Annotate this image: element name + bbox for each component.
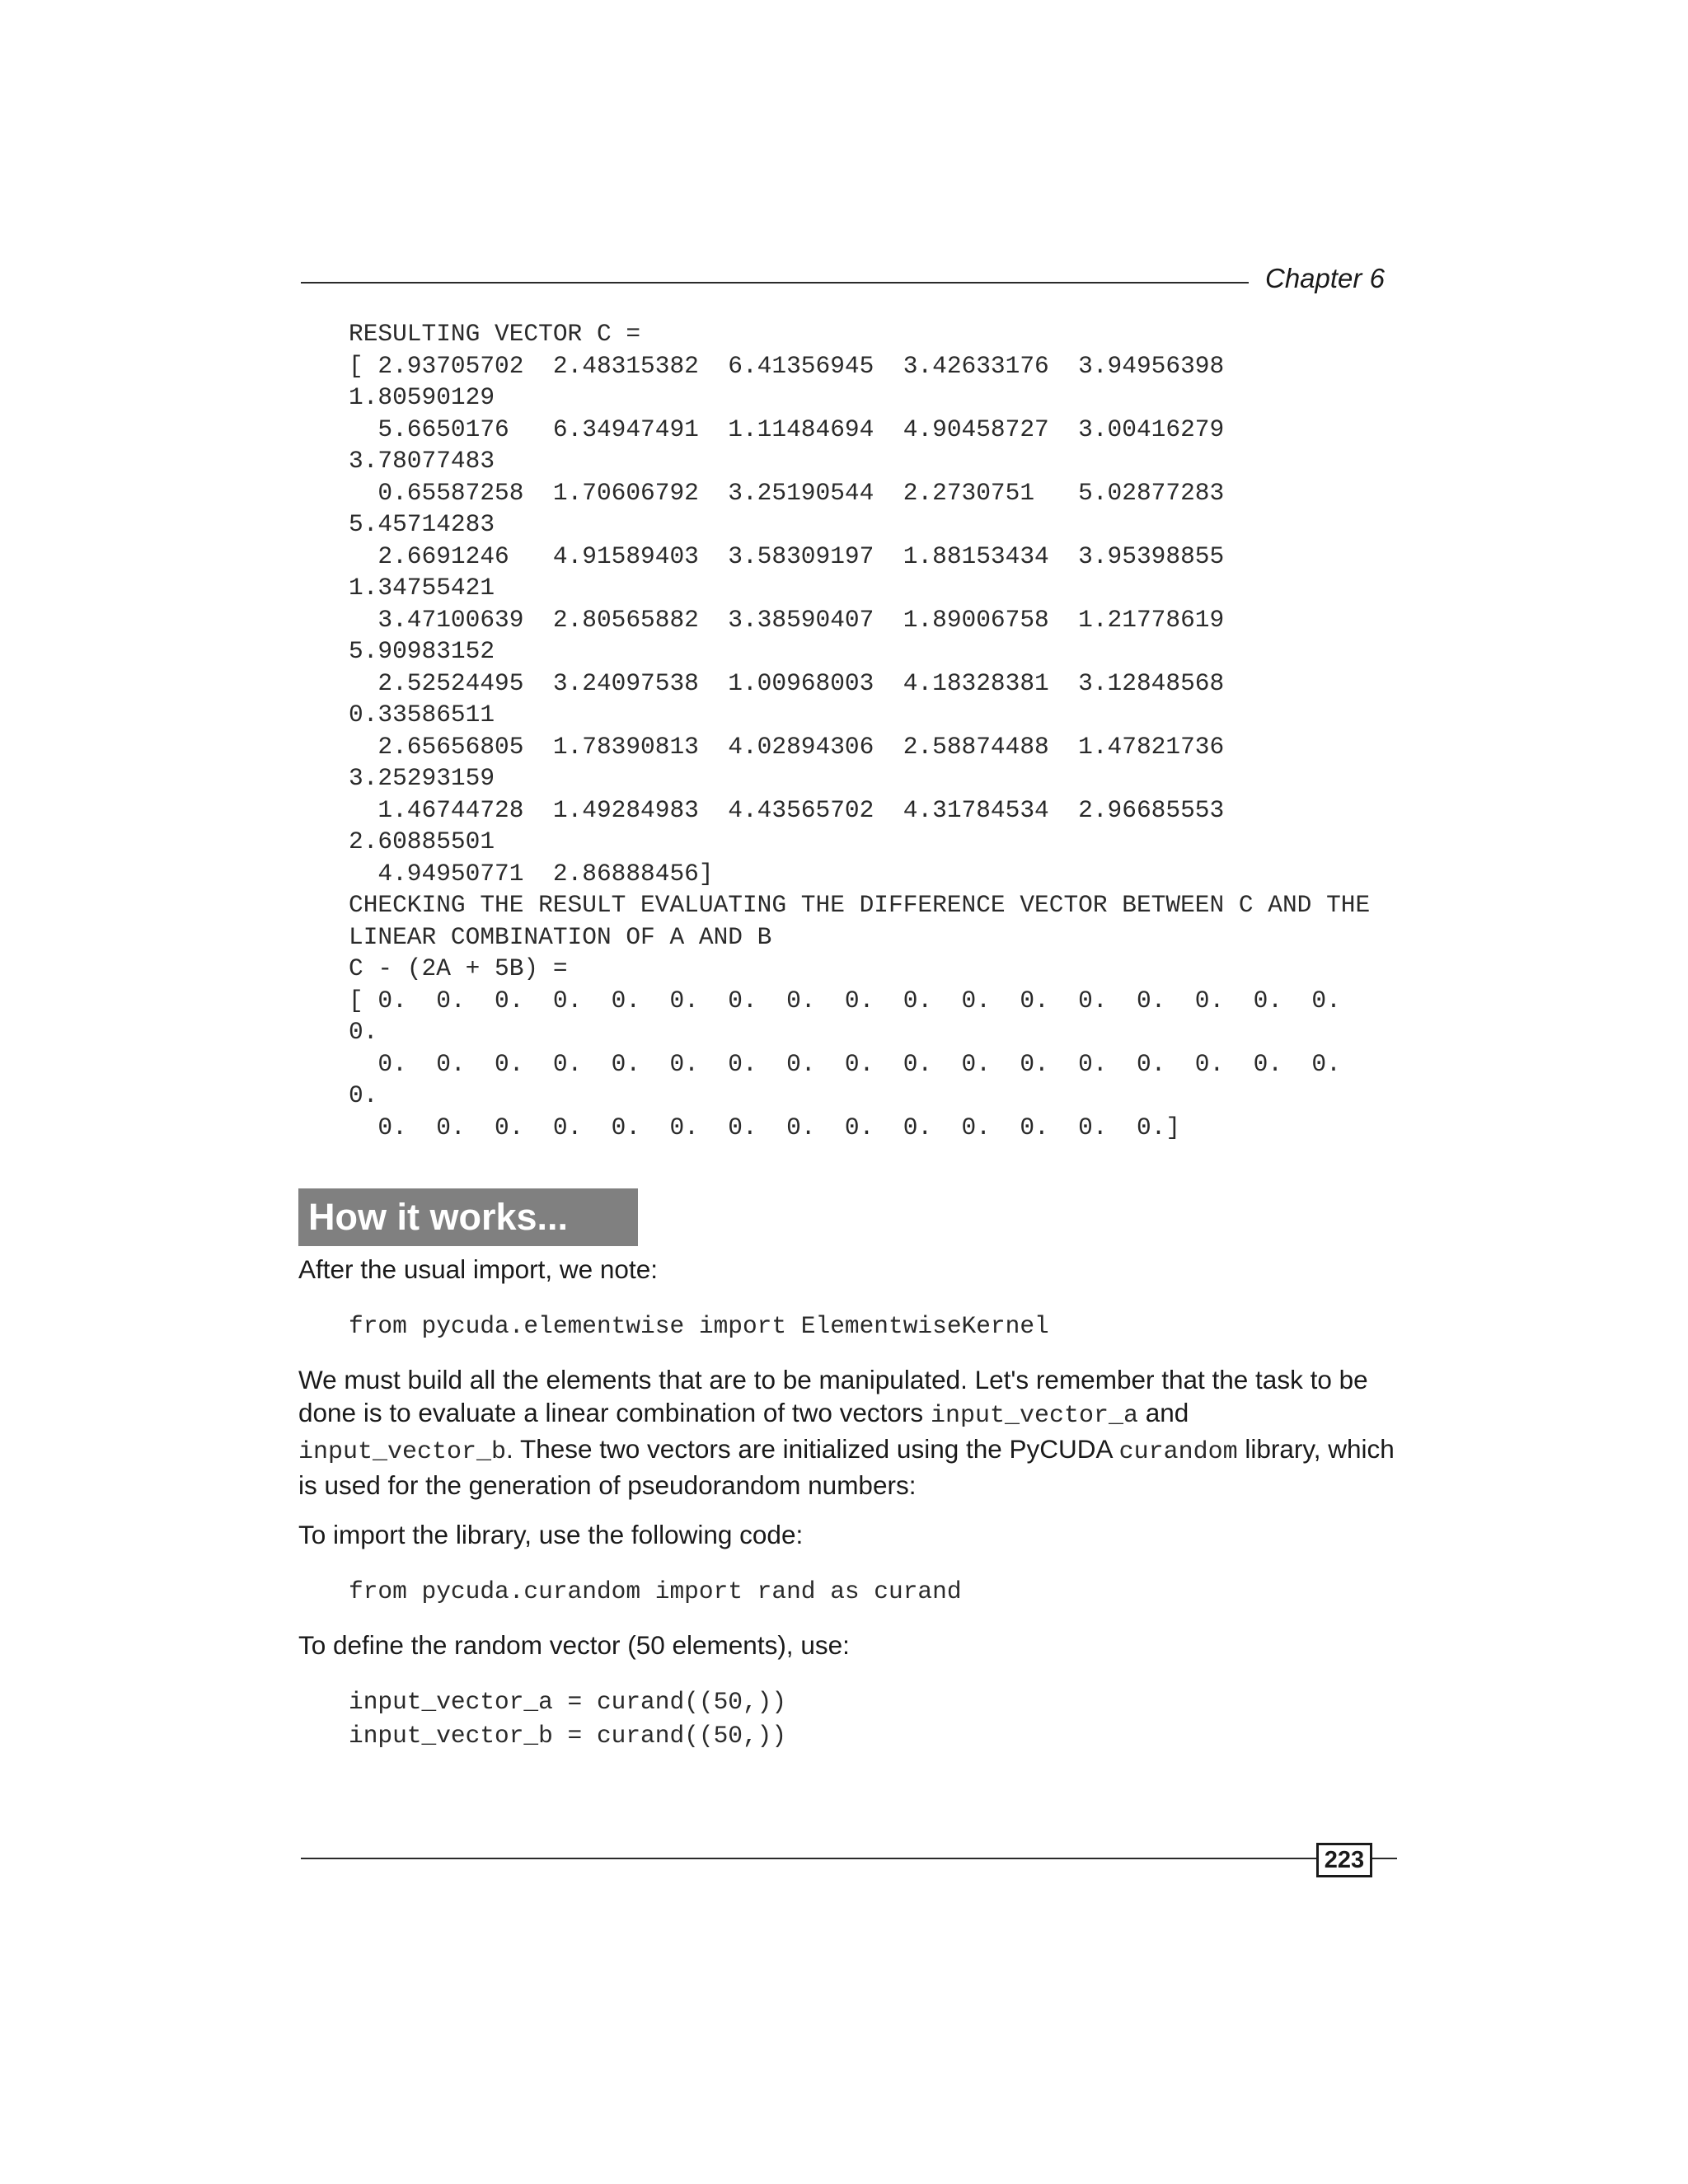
footer-rule [301,1858,1316,1859]
chapter-label: Chapter 6 [1265,263,1385,293]
output-line: 1.34755421 [349,574,495,602]
output-line: 2.60885501 [349,827,495,855]
paragraph-text: library, which is used for the generation of pseudorandom numbers: [298,1434,1395,1500]
output-line: 0. [349,1081,378,1109]
page-number: 223 [1316,1843,1372,1877]
output-line: 1.80590129 [349,383,495,411]
output-line: 0.33586511 [349,701,495,729]
output-line: 3.47100639 2.80565882 3.38590407 1.89006758 1.21778619 [349,605,1225,634]
output-line: 3.78077483 [349,447,495,475]
output-line: 2.65656805 1.78390813 4.02894306 2.58874488 1.47821736 [349,732,1225,761]
output-line: 0. 0. 0. 0. 0. 0. 0. 0. 0. 0. 0. 0. 0. 0.] [349,1113,1181,1141]
code-import-curand: from pycuda.curandom import rand as curand [349,1577,962,1605]
paragraph-text: and [1137,1398,1189,1427]
output-line: 2.52524495 3.24097538 1.00968003 4.18328381 3.12848568 [349,668,1225,697]
output-line: C - (2A + 5B) = [349,954,568,982]
program-output-block [349,318,1370,1143]
header-rule [301,282,1249,284]
paragraph-define-vector: To define the random vector (50 elements), use: [298,1630,850,1660]
output-line: 1.46744728 1.49284983 4.43565702 4.31784534 2.96685553 [349,795,1225,824]
output-line: 2.6691246 4.91589403 3.58309197 1.88153434 3.95398855 [349,541,1225,570]
output-line: 0. [349,1018,378,1046]
paragraph-text: We must build all the elements that are to be manipulated. Let's remember that the task to be done is to evaluate a linear combination of two vectors [298,1365,1368,1427]
output-line: RESULTING VECTOR C = [349,320,641,348]
inline-code-curandom: curandom [1118,1438,1238,1466]
output-line: 0.65587258 1.70606792 3.25190544 2.2730751 5.02877283 [349,478,1225,507]
code-vector-b: input_vector_b = curand((50,)) [349,1722,787,1750]
output-line: 5.90983152 [349,637,495,665]
section-heading: How it works... [308,1196,569,1238]
paragraph-elements-description [298,1363,1403,1502]
output-line: LINEAR COMBINATION OF A AND B [349,922,772,951]
output-line: 3.25293159 [349,764,495,792]
inline-code-input-vector-a: input_vector_a [930,1402,1138,1430]
output-line: 5.45714283 [349,510,495,538]
paragraph-text: . These two vectors are initialized using the PyCUDA [506,1434,1119,1464]
paragraph-import-library: To import the library, use the following code: [298,1520,804,1549]
output-line: 4.94950771 2.86888456] [349,859,714,888]
output-line: [ 2.93705702 2.48315382 6.41356945 3.42633176 3.94956398 [349,351,1225,380]
code-vector-a: input_vector_a = curand((50,)) [349,1688,787,1716]
output-line: CHECKING THE RESULT EVALUATING THE DIFFERENCE VECTOR BETWEEN C AND THE [349,891,1371,919]
output-line: 0. 0. 0. 0. 0. 0. 0. 0. 0. 0. 0. 0. 0. 0. 0. 0. 0. [349,1049,1341,1078]
output-line: 5.6650176 6.34947491 1.11484694 4.90458727 3.00416279 [349,415,1225,443]
output-line: [ 0. 0. 0. 0. 0. 0. 0. 0. 0. 0. 0. 0. 0. 0. 0. 0. 0. [349,986,1341,1015]
footer-rule-end [1371,1858,1397,1859]
paragraph-intro: After the usual import, we note: [298,1254,658,1284]
code-import-elementwise: from pycuda.elementwise import ElementwiseKernel [349,1312,1049,1340]
inline-code-input-vector-b: input_vector_b [298,1438,507,1466]
